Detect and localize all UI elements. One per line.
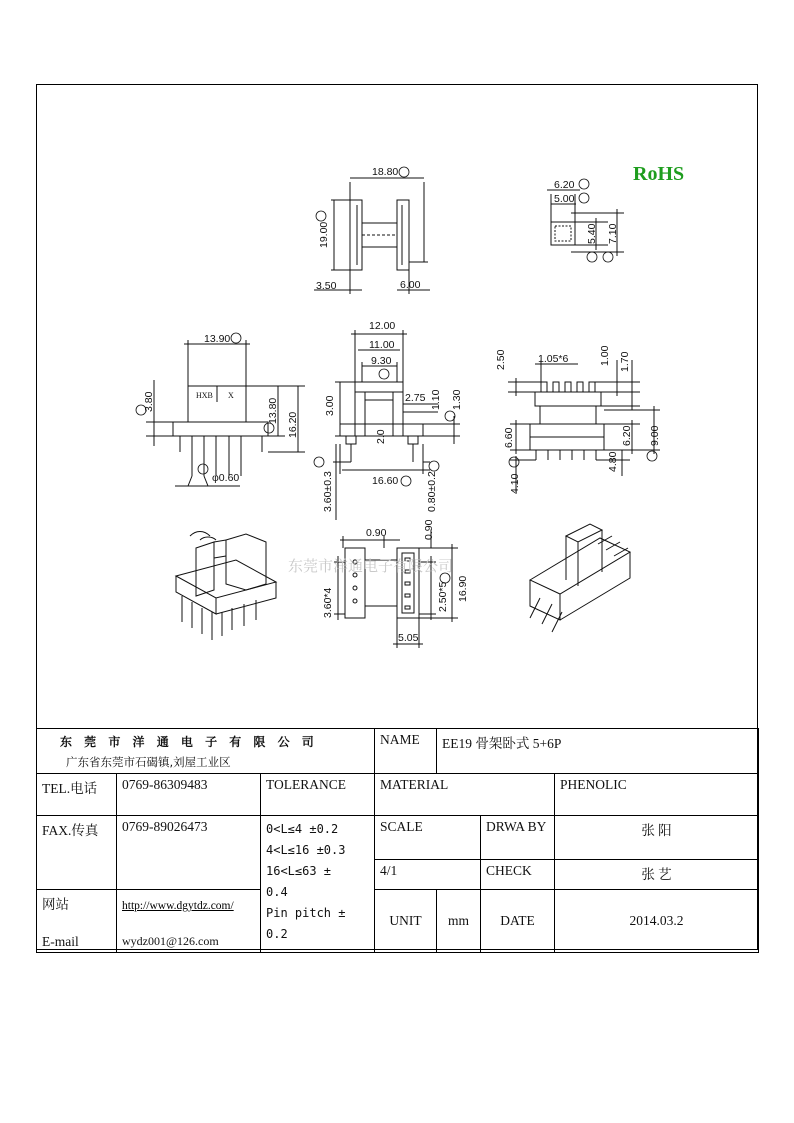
company-address: 广东省东莞市石碣镇,刘屋工业区 (66, 755, 231, 769)
isometric-view-right (530, 524, 630, 632)
date-label: DATE (481, 890, 555, 953)
svg-text:6.20: 6.20 (554, 179, 575, 191)
scale-label: SCALE (375, 816, 481, 860)
svg-text:2.0: 2.0 (375, 429, 387, 444)
svg-text:3.00: 3.00 (324, 395, 336, 416)
tolerance-line: Pin pitch ± (266, 906, 346, 920)
svg-text:11.00: 11.00 (369, 339, 395, 351)
side-view-right (508, 360, 660, 492)
tolerance-line: 16<L≤63 ± (266, 864, 332, 878)
website-link[interactable]: http://www.dgytdz.com/ (122, 900, 234, 912)
svg-text:2.75: 2.75 (405, 392, 426, 404)
svg-text:4.10: 4.10 (509, 473, 521, 494)
svg-text:0.80±0.2: 0.80±0.2 (426, 471, 438, 512)
svg-text:RoHS: RoHS (633, 163, 685, 185)
bobbin-marking (196, 391, 234, 400)
svg-text:6.60: 6.60 (503, 427, 515, 448)
tel-label: TEL.电话 (37, 774, 117, 816)
svg-text:4.80: 4.80 (607, 451, 619, 472)
tolerance-label: TOLERANCE (261, 774, 375, 816)
unit-value: mm (437, 890, 481, 953)
svg-text:16.60: 16.60 (372, 475, 399, 487)
svg-text:1.05*6: 1.05*6 (538, 353, 569, 365)
svg-text:φ0.60: φ0.60 (212, 472, 240, 484)
front-view (314, 178, 430, 294)
svg-text:5.40: 5.40 (586, 223, 598, 244)
svg-text:3.60*4: 3.60*4 (322, 587, 334, 618)
tolerance-line: 0.2 (266, 927, 288, 941)
name-label: NAME (375, 729, 437, 774)
drawn-value: 张 阳 (555, 816, 759, 860)
svg-text:5.00: 5.00 (554, 193, 575, 205)
svg-text:0.90: 0.90 (423, 519, 435, 540)
svg-text:13.90: 13.90 (204, 333, 231, 345)
svg-text:3.50: 3.50 (316, 280, 337, 292)
svg-text:0.90: 0.90 (366, 527, 387, 539)
svg-text:6.00: 6.00 (400, 279, 421, 291)
svg-text:19.00: 19.00 (318, 221, 330, 248)
name-value: EE19 骨架卧式 5+6P (437, 729, 759, 774)
svg-text:9.00: 9.00 (649, 425, 661, 446)
watermark (288, 557, 453, 575)
check-label: CHECK (481, 860, 555, 890)
svg-text:2.50: 2.50 (495, 349, 507, 370)
email-value: wydz001@126.com (122, 934, 219, 948)
scale-value: 4/1 (375, 860, 481, 890)
tel-value: 0769-86309483 (117, 774, 261, 816)
svg-text:9.30: 9.30 (371, 355, 392, 367)
svg-text:1.70: 1.70 (619, 351, 631, 372)
web-label: 网站 (42, 897, 69, 912)
fax-value: 0769-89026473 (117, 816, 261, 890)
svg-text:X: X (228, 391, 234, 400)
check-value: 张 艺 (555, 860, 759, 890)
svg-text:7.10: 7.10 (607, 223, 619, 244)
svg-text:1.10: 1.10 (430, 389, 442, 410)
svg-text:6.20: 6.20 (621, 425, 633, 446)
company-name: 东 莞 市 洋 通 电 子 有 限 公 司 (60, 735, 318, 749)
web-email-values (117, 890, 261, 953)
fax-label: FAX.传真 (37, 816, 117, 890)
tolerance-line: 0<L≤4 ±0.2 (266, 822, 339, 836)
material-value: PHENOLIC (555, 774, 759, 816)
svg-text:18.80: 18.80 (372, 166, 399, 178)
svg-text:2.50*5: 2.50*5 (437, 581, 449, 612)
side-view-middle (333, 330, 460, 520)
email-label: E-mail (42, 934, 79, 949)
svg-text:1.00: 1.00 (599, 345, 611, 366)
tolerance-line: 4<L≤16 ±0.3 (266, 843, 346, 857)
tolerance-values (261, 816, 375, 953)
web-email-labels (37, 890, 117, 953)
tolerance-line: 0.4 (266, 885, 288, 899)
svg-text:HXB: HXB (196, 391, 213, 400)
svg-text:东莞市洋通电子有限公司: 东莞市洋通电子有限公司 (288, 557, 454, 575)
rohs-label (633, 163, 684, 185)
drawn-label: DRWA BY (481, 816, 555, 860)
svg-text:1.30: 1.30 (451, 389, 463, 410)
date-value: 2014.03.2 (555, 890, 759, 953)
title-block (36, 728, 759, 953)
svg-text:3.80: 3.80 (143, 391, 155, 412)
svg-text:3.60±0.3: 3.60±0.3 (322, 471, 334, 512)
material-label: MATERIAL (375, 774, 555, 816)
svg-text:16.90: 16.90 (457, 575, 469, 602)
isometric-view-left (176, 532, 276, 641)
side-view-left (146, 340, 305, 486)
svg-text:5.05: 5.05 (398, 632, 419, 644)
unit-label: UNIT (375, 890, 437, 953)
svg-text:12.00: 12.00 (369, 320, 396, 332)
svg-text:16.20: 16.20 (287, 411, 299, 438)
svg-text:13.80: 13.80 (267, 397, 279, 424)
